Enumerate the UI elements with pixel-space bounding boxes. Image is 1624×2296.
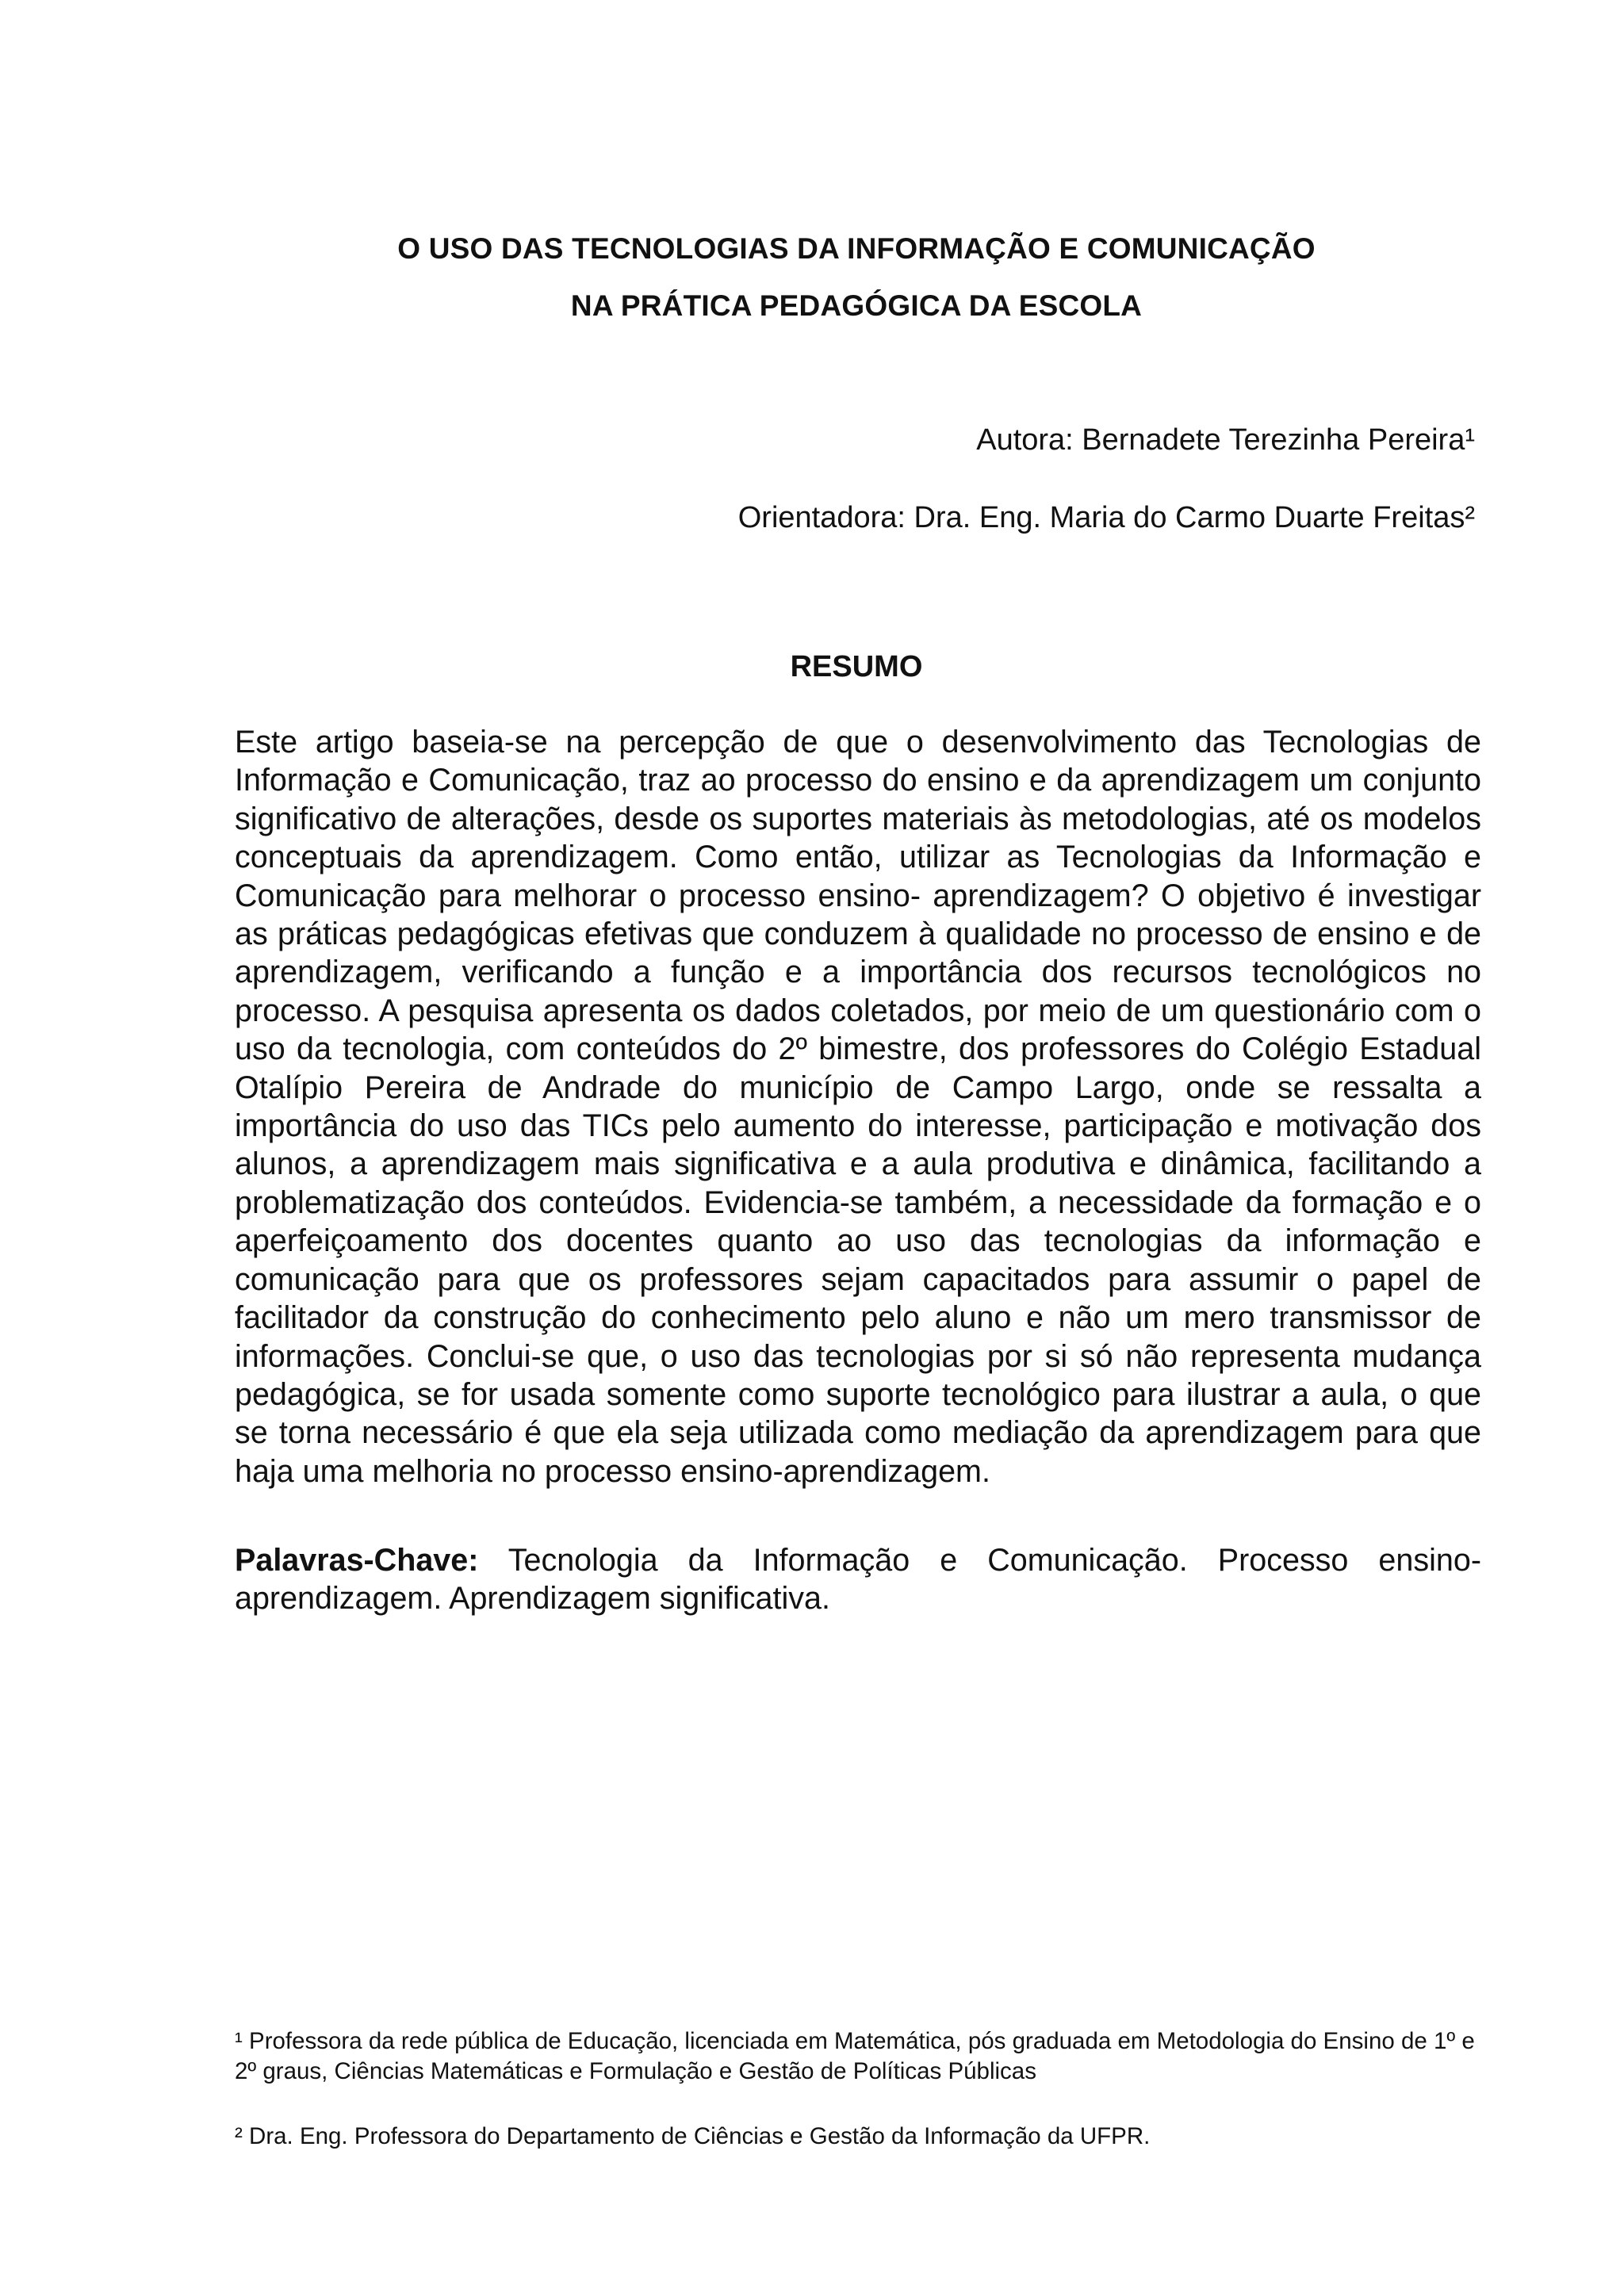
abstract-text: Este artigo baseia-se na percepção de que o desenvolvimento das Tecnologias de Informação e Comunicação, traz ao processo do ensino e da aprendizagem um conjunto significativo de alterações, desde os suportes materiais às metodologias, até os modelos conceptuais da aprendizagem. Como então, utilizar as Tecnologias da Informação e Comunicação para melhorar o processo ensino- aprendizagem? O objetivo é investigar as práticas pedagógicas efetivas que conduzem à qualidade no processo de ensino e de aprendizagem, verificando a função e a importância dos recursos tecnológicos no processo. A pesquisa apresenta os dados coletados, por meio de um questionário com o uso da tecnologia, com conteúdos do 2º bimestre, dos professores do Colégio Estadual Otalípio Pereira de Andrade do município de Campo Largo, onde se ressalta a importância do uso das TICs pelo aumento do interesse, participação e motivação dos alunos, a aprendizagem mais significativa e a aula produtiva e dinâmica, facilitando a problematização dos conteúdos. Evidencia-se também, a necessidade da formação e o aperfeiçoamento dos docentes quanto ao uso das tecnologias da informação e comunicação para que os professores sejam capacitados para assumir o papel de facilitador da construção do conhecimento pelo aluno e não um mero transmissor de informações. Conclui-se que, o uso das tecnologias por si só não representa mudança pedagógica, se for usada somente como suporte tecnológico para ilustrar a aula, o que se torna necessário é que ela seja utilizada como mediação da aprendizagem para que haja uma melhoria no processo ensino-aprendizagem. — [235, 725, 1481, 1489]
keywords-paragraph — [235, 1541, 1481, 1618]
title-line-1: O USO DAS TECNOLOGIAS DA INFORMAÇÃO E COMUNICAÇÃO — [397, 232, 1316, 265]
keywords-text: Tecnologia da Informação e Comunicação. Processo ensino-aprendizagem. Aprendizagem significativa. — [235, 1543, 1481, 1617]
title-line-2: NA PRÁTICA PEDAGÓGICA DA ESCOLA — [570, 289, 1143, 322]
footnote-1: ¹ Professora da rede pública de Educação, licenciada em Matemática, pós graduada em Metodologia do Ensino de 1º e 2º graus, Ciências Matemáticas e Formulação e Gestão de Políticas Públicas — [235, 2028, 1475, 2084]
abstract-heading: RESUMO — [790, 650, 923, 683]
author-line: Autora: Bernadete Terezinha Pereira¹ — [976, 423, 1475, 457]
footnote-2: ² Dra. Eng. Professora do Departamento de Ciências e Gestão da Informação da UFPR. — [235, 2123, 1151, 2149]
keywords-label: Palavras-Chave: — [235, 1543, 479, 1578]
advisor-line: Orientadora: Dra. Eng. Maria do Carmo Duarte Freitas² — [737, 501, 1475, 534]
